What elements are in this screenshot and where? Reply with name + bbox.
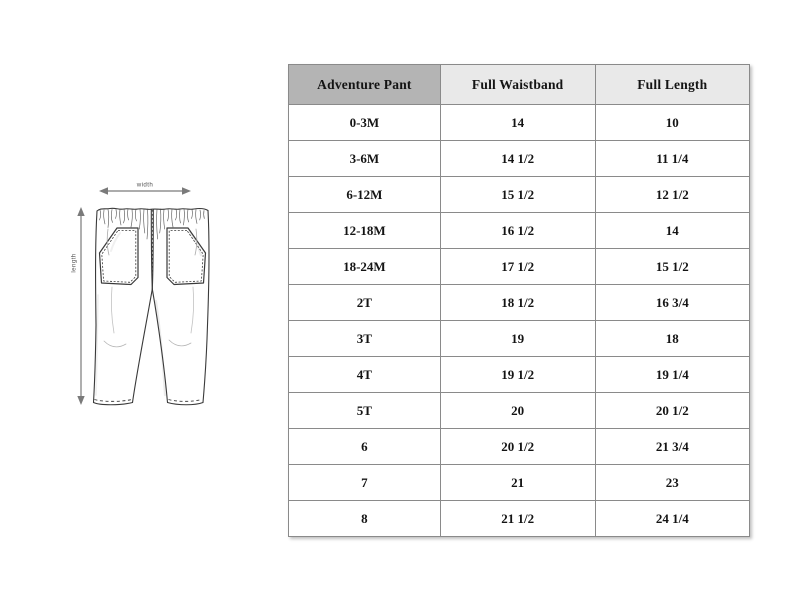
length-cell: 21 3/4 <box>595 429 749 465</box>
table-row <box>289 465 750 501</box>
size-cell: 6-12M <box>289 177 441 213</box>
waistband-cell: 20 <box>440 393 595 429</box>
size-cell: 2T <box>289 285 441 321</box>
length-cell: 23 <box>595 465 749 501</box>
table-row <box>289 321 750 357</box>
width-label: width <box>136 181 154 189</box>
size-chart-header <box>289 65 750 105</box>
length-cell: 19 1/4 <box>595 357 749 393</box>
table-row <box>289 141 750 177</box>
size-chart-body <box>289 105 750 537</box>
table-row <box>289 501 750 537</box>
header-waistband: Full Waistband <box>440 65 595 105</box>
header-row <box>289 65 750 105</box>
size-chart-table <box>288 64 750 537</box>
size-cell: 8 <box>289 501 441 537</box>
size-cell: 0-3M <box>289 105 441 141</box>
waistband-cell: 19 <box>440 321 595 357</box>
crease-lines <box>104 229 197 347</box>
table-row <box>289 393 750 429</box>
pants-sketch-svg <box>60 175 245 425</box>
table-row <box>289 105 750 141</box>
size-cell: 3-6M <box>289 141 441 177</box>
left-hem <box>94 403 133 405</box>
header-length: Full Length <box>595 65 749 105</box>
size-cell: 4T <box>289 357 441 393</box>
waistband-cell: 21 1/2 <box>440 501 595 537</box>
size-cell: 7 <box>289 465 441 501</box>
size-cell: 5T <box>289 393 441 429</box>
length-cell: 16 3/4 <box>595 285 749 321</box>
size-cell: 6 <box>289 429 441 465</box>
table-row <box>289 177 750 213</box>
right-pocket-stitch <box>169 231 203 283</box>
size-cell: 3T <box>289 321 441 357</box>
left-inseam <box>133 289 153 403</box>
table-row <box>289 285 750 321</box>
table-row <box>289 213 750 249</box>
header-product: Adventure Pant <box>289 65 441 105</box>
waistband-cell: 18 1/2 <box>440 285 595 321</box>
length-cell: 12 1/2 <box>595 177 749 213</box>
table-row <box>289 429 750 465</box>
waistband-cell: 15 1/2 <box>440 177 595 213</box>
length-cell: 18 <box>595 321 749 357</box>
length-cell: 24 1/4 <box>595 501 749 537</box>
waistband-cell: 16 1/2 <box>440 213 595 249</box>
right-side-seam <box>203 211 209 403</box>
waistband-cell: 14 <box>440 105 595 141</box>
waistband-cell: 17 1/2 <box>440 249 595 285</box>
length-arrow <box>77 207 84 405</box>
length-cell: 11 1/4 <box>595 141 749 177</box>
right-pocket <box>167 228 206 285</box>
table-row <box>289 357 750 393</box>
hem-stitches <box>95 400 202 402</box>
waistband-cell: 20 1/2 <box>440 429 595 465</box>
table-row <box>289 249 750 285</box>
size-cell: 18-24M <box>289 249 441 285</box>
center-seam-right <box>152 210 153 290</box>
waistband-cell: 14 1/2 <box>440 141 595 177</box>
length-cell: 15 1/2 <box>595 249 749 285</box>
size-cell: 12-18M <box>289 213 441 249</box>
length-cell: 14 <box>595 213 749 249</box>
length-cell: 10 <box>595 105 749 141</box>
pants-technical-drawing <box>60 175 245 425</box>
waistband-cell: 21 <box>440 465 595 501</box>
length-label: length <box>70 253 78 273</box>
right-hem <box>168 403 204 405</box>
length-cell: 20 1/2 <box>595 393 749 429</box>
waistband-cell: 19 1/2 <box>440 357 595 393</box>
